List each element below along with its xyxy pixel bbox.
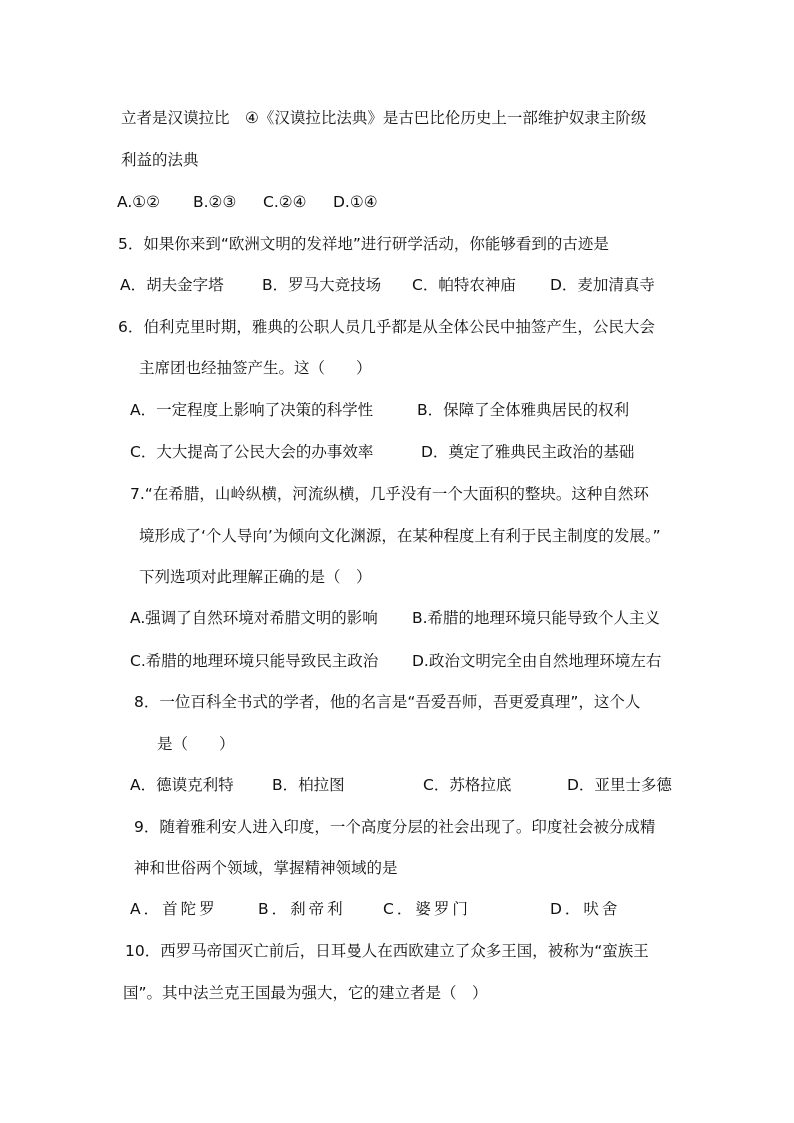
- q8-stem-1: 8．一位百科全书式的学者，他的名言是“吾爱吾师，吾更爱真理”，这个人: [134, 693, 641, 711]
- q6-option-a: A．一定程度上影响了决策的科学性: [130, 401, 374, 419]
- q9-options: [0, 898, 794, 1030]
- q7-stem-2: 境形成了‘个人导向’为倾向文化渊源，在某种程度上有利于民主制度的发展。”: [139, 527, 661, 545]
- q9-option-b: B．刹帝利: [258, 900, 346, 918]
- q10-stem-1: 10．西罗马帝国灭亡前后，日耳曼人在西欧建立了众多王国，被称为“蛮族王: [125, 942, 649, 960]
- q5-option-a: A．胡夫金字塔: [120, 276, 224, 294]
- q7-option-c: C.希腊的地理环境只能导致民主政治: [130, 652, 379, 670]
- intro-line-2: 利益的法典: [121, 151, 199, 169]
- q8-option-b: B．柏拉图: [272, 776, 345, 794]
- q8-stem-2: 是（ ）: [157, 735, 235, 753]
- q7-option-b: B.希腊的地理环境只能导致个人主义: [412, 609, 661, 627]
- q5-option-b: B．罗马大竞技场: [262, 276, 382, 294]
- q9-stem-1: 9．随着雅利安人进入印度，一个高度分层的社会出现了。印度社会被分成精: [134, 818, 656, 836]
- q6-option-b: B．保障了全体雅典居民的权利: [417, 401, 630, 419]
- q7-stem-3: 下列选项对此理解正确的是（ ）: [139, 568, 372, 586]
- q6-stem-1: 6．伯利克里时期，雅典的公职人员几乎都是从全体公民中抽签产生，公民大会: [118, 318, 655, 336]
- q8-options: [0, 774, 794, 906]
- q9-option-d: D．吠舍: [550, 900, 621, 918]
- q5-options: [0, 274, 794, 406]
- q6-option-c: C．大大提高了公民大会的办事效率: [130, 443, 374, 461]
- q8-option-c: C．苏格拉底: [423, 776, 512, 794]
- q8-option-d: D．亚里士多德: [567, 776, 672, 794]
- q7-option-d: D.政治文明完全由自然地理环境左右: [412, 652, 662, 670]
- intro-option-c: C.②④: [263, 193, 307, 211]
- intro-option-a: A.①②: [117, 193, 161, 211]
- q5-option-c: C．帕特农神庙: [412, 276, 516, 294]
- intro-line-1: 立者是汉谟拉比 ④《汉谟拉比法典》是古巴比伦历史上一部维护奴隶主阶级: [121, 109, 647, 127]
- intro-option-b: B.②③: [193, 193, 237, 211]
- q5-stem: 5．如果你来到“欧洲文明的发祥地”进行研学活动，你能够看到的古迹是: [118, 235, 609, 253]
- q9-option-c: C．婆罗门: [383, 900, 471, 918]
- q6-stem-2: 主席团也经抽签产生。这（ ）: [139, 359, 372, 377]
- q9-option-a: A．首陀罗: [130, 900, 218, 918]
- q7-stem-1: 7.“在希腊，山岭纵横，河流纵横，几乎没有一个大面积的整块。这种自然环: [130, 485, 649, 503]
- q5-option-d: D．麦加清真寺: [550, 276, 655, 294]
- intro-option-d: D.①④: [333, 193, 378, 211]
- q8-option-a: A．德谟克利特: [130, 776, 234, 794]
- q10-stem-2: 国”。其中法兰克王国最为强大，它的建立者是（ ）: [123, 984, 488, 1002]
- q6-option-d: D．奠定了雅典民主政治的基础: [421, 443, 635, 461]
- q9-stem-2: 神和世俗两个领域，掌握精神领域的是: [134, 859, 398, 877]
- q7-option-a: A.强调了自然环境对希腊文明的影响: [130, 609, 378, 627]
